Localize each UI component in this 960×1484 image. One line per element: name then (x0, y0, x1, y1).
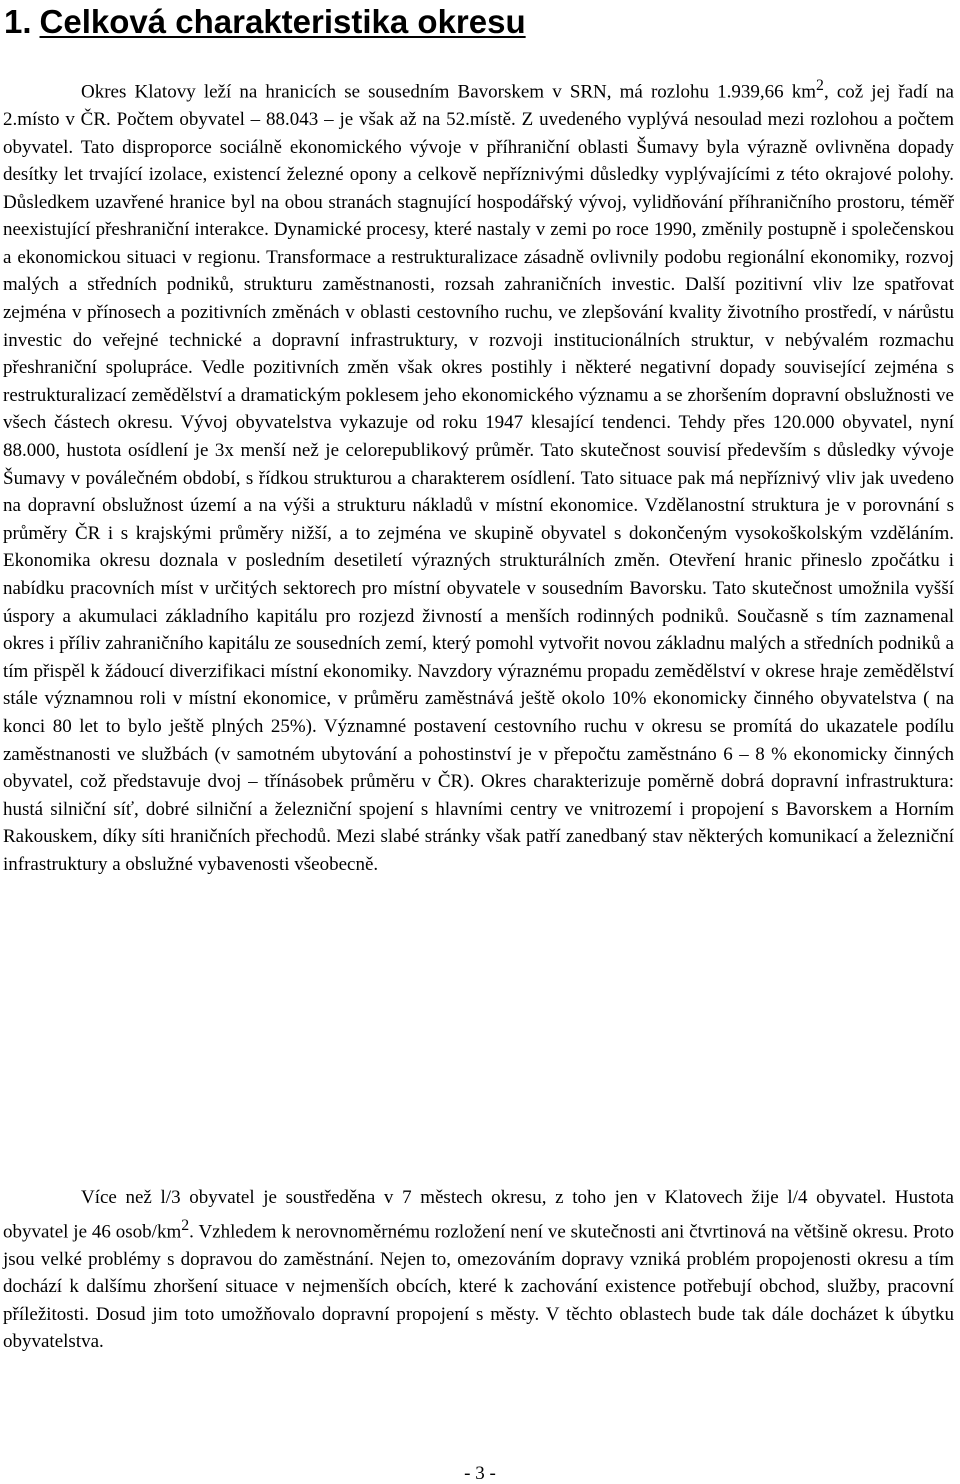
paragraph-2-text-start: Více než l/3 obyvatel je soustředěna v 7 městech okresu, z toho jen v Klatovech žije l/4 obyvatel. Hustota obyvatel je 46 osob/km (3, 1187, 954, 1242)
page-number: - 3 - (464, 1463, 496, 1484)
paragraph-1-text-start: Okres Klatovy leží na hranicích se sousedním Bavorskem v SRN, má rozlohu 1.939,66 km (81, 81, 817, 103)
paragraph-1-text-rest: , což jej řadí na 2.místo v ČR. Počtem obyvatel – 88.043 – je však až na 52.místě. Z uvedeného vyplývá nesoulad mezi rozlohou a počtem obyvatel. Tato disproporce sociálně ekonomického vývoje v příhraniční oblasti Šumavy byla výrazně ovlivněna dopady desítky let trvající izolace, existencí železné opony a celkově nepříznivými důsledky vyplývajícími z této okrajové polohy. Důsledkem uzavřené hranice byl na obou stranách stagnující hospodářský vývoj, vylidňování příhraničního prostoru, téměř neexistující přeshraniční interakce. Dynamické procesy, které nastaly v zemi po roce 1990, změnily postupně i společenskou a ekonomickou situaci v regionu. Transformace a restrukturalizace zásadně ovlivnily podobu regionální ekonomiky, rozvoj malých a středních podniků, strukturu zaměstnanosti, rozsah zahraničních investic. Další pozitivní vliv lze spatřovat zejména v přínosech a pozitivních změnách v oblasti cestovního ruchu, ve zlepšování kvality životního prostředí, v nárůstu investic do veřejné technické a dopravní infrastruktury, v rozvoji institucionálních struktur, v nebývalém rozmachu přeshraniční spolupráce. Vedle pozitivních změn však okres postihly i některé negativní dopady související zejména s restrukturalizací zemědělství a dramatickým poklesem jeho ekonomického významu a se zhoršením dopravní obslužnosti ve všech částech okresu. Vývoj obyvatelstva vykazuje od roku 1947 klesající tendenci. Tehdy přes 120.000 obyvatel, nyní 88.000, hustota osídlení je 3x menší než je celorepublikový průměr. Tato skutečnost souvisí především s důsledky vývoje Šumavy v poválečném období, s řídkou strukturou a charakterem osídlení. Tato situace pak má nepříznivý vliv jak uvedeno na dopravní obslužnost území a na výši a strukturu nákladů v místní ekonomice. Vzdělanostní struktura je v porovnání s průměry ČR i s krajskými průměry nižší, a to zejména ve skupině obyvatel s dokončeným vysokoškolským vzděláním. Ekonomika okresu doznala v posledním desetiletí výrazných strukturálních změn. Otevření hranic přineslo zpočátku i nabídku pracovních míst v určitých sektorech pro místní obyvatele v sousedním Bavorsku. Tato skutečnost umožnila vyšší úspory a akumulaci základního kapitálu pro rozjezd živností a menších rodinných podniků. Současně s tím zaznamenal okres i příliv zahraničního kapitálu ze sousedních zemí, který pomohl vytvořit novou základnu malých a středních podniků a tím přispěl k žádoucí diverzifikaci místní ekonomiky. Navzdory výraznému propadu zemědělství v okrese hraje zemědělství stále významnou roli v místní ekonomice, v průměru zaměstnává ještě okolo 10% ekonomicky činného obyvatelstva ( na konci 80 let to bylo ještě plných 25%). Významné postavení cestovního ruchu v okresu se promítá do ukazatele podílu zaměstnanosti ve službách (v samotném ubytování a pohostinství je v přepočtu zaměstnáno 6 – 8 % ekonomicky činných obyvatel, což představuje dvoj – třínásobek průměru v ČR). Okres charakterizuje poměrně dobrá dopravní infrastruktura: hustá silniční síť, dobré silniční a železniční spojení s hlavními centry ve vnitrozemí i propojení s Bavorskem a Horním Rakouskem, díky síti hraničních přechodů. Mezi slabé stránky však patří zanedbaný stav některých komunikací a železniční infrastruktury a obslužné vybavenosti všeobecně. (3, 81, 954, 875)
paragraph-1-superscript: 2 (816, 77, 824, 94)
paragraph-2-text-rest: . Vzhledem k nerovnoměrnému rozložení není ve skutečnosti ani čtvrtinová na většině okresu. Proto jsou velké problémy s dopravou do zaměstnání. Nejen to, omezováním dopravy vzniká problém propojenosti okresu a tím dochází k dalšímu zhoršení situace v nejmenších obcích, které k zachování existence potřebují obchod, služby, pracovní příležitosti. Dosud jim toto umožňovalo dopravní propojení s městy. V těchto oblastech bude tak dále docházet k úbytku obyvatelstva. (3, 1220, 954, 1353)
paragraph-1 (3, 72, 954, 879)
paragraph-2 (3, 1184, 954, 1356)
section-heading (4, 4, 526, 40)
paragraph-2-superscript: 2 (181, 1216, 190, 1234)
section-number: 1. (4, 3, 32, 40)
section-title: Celková charakteristika okresu (39, 3, 526, 40)
